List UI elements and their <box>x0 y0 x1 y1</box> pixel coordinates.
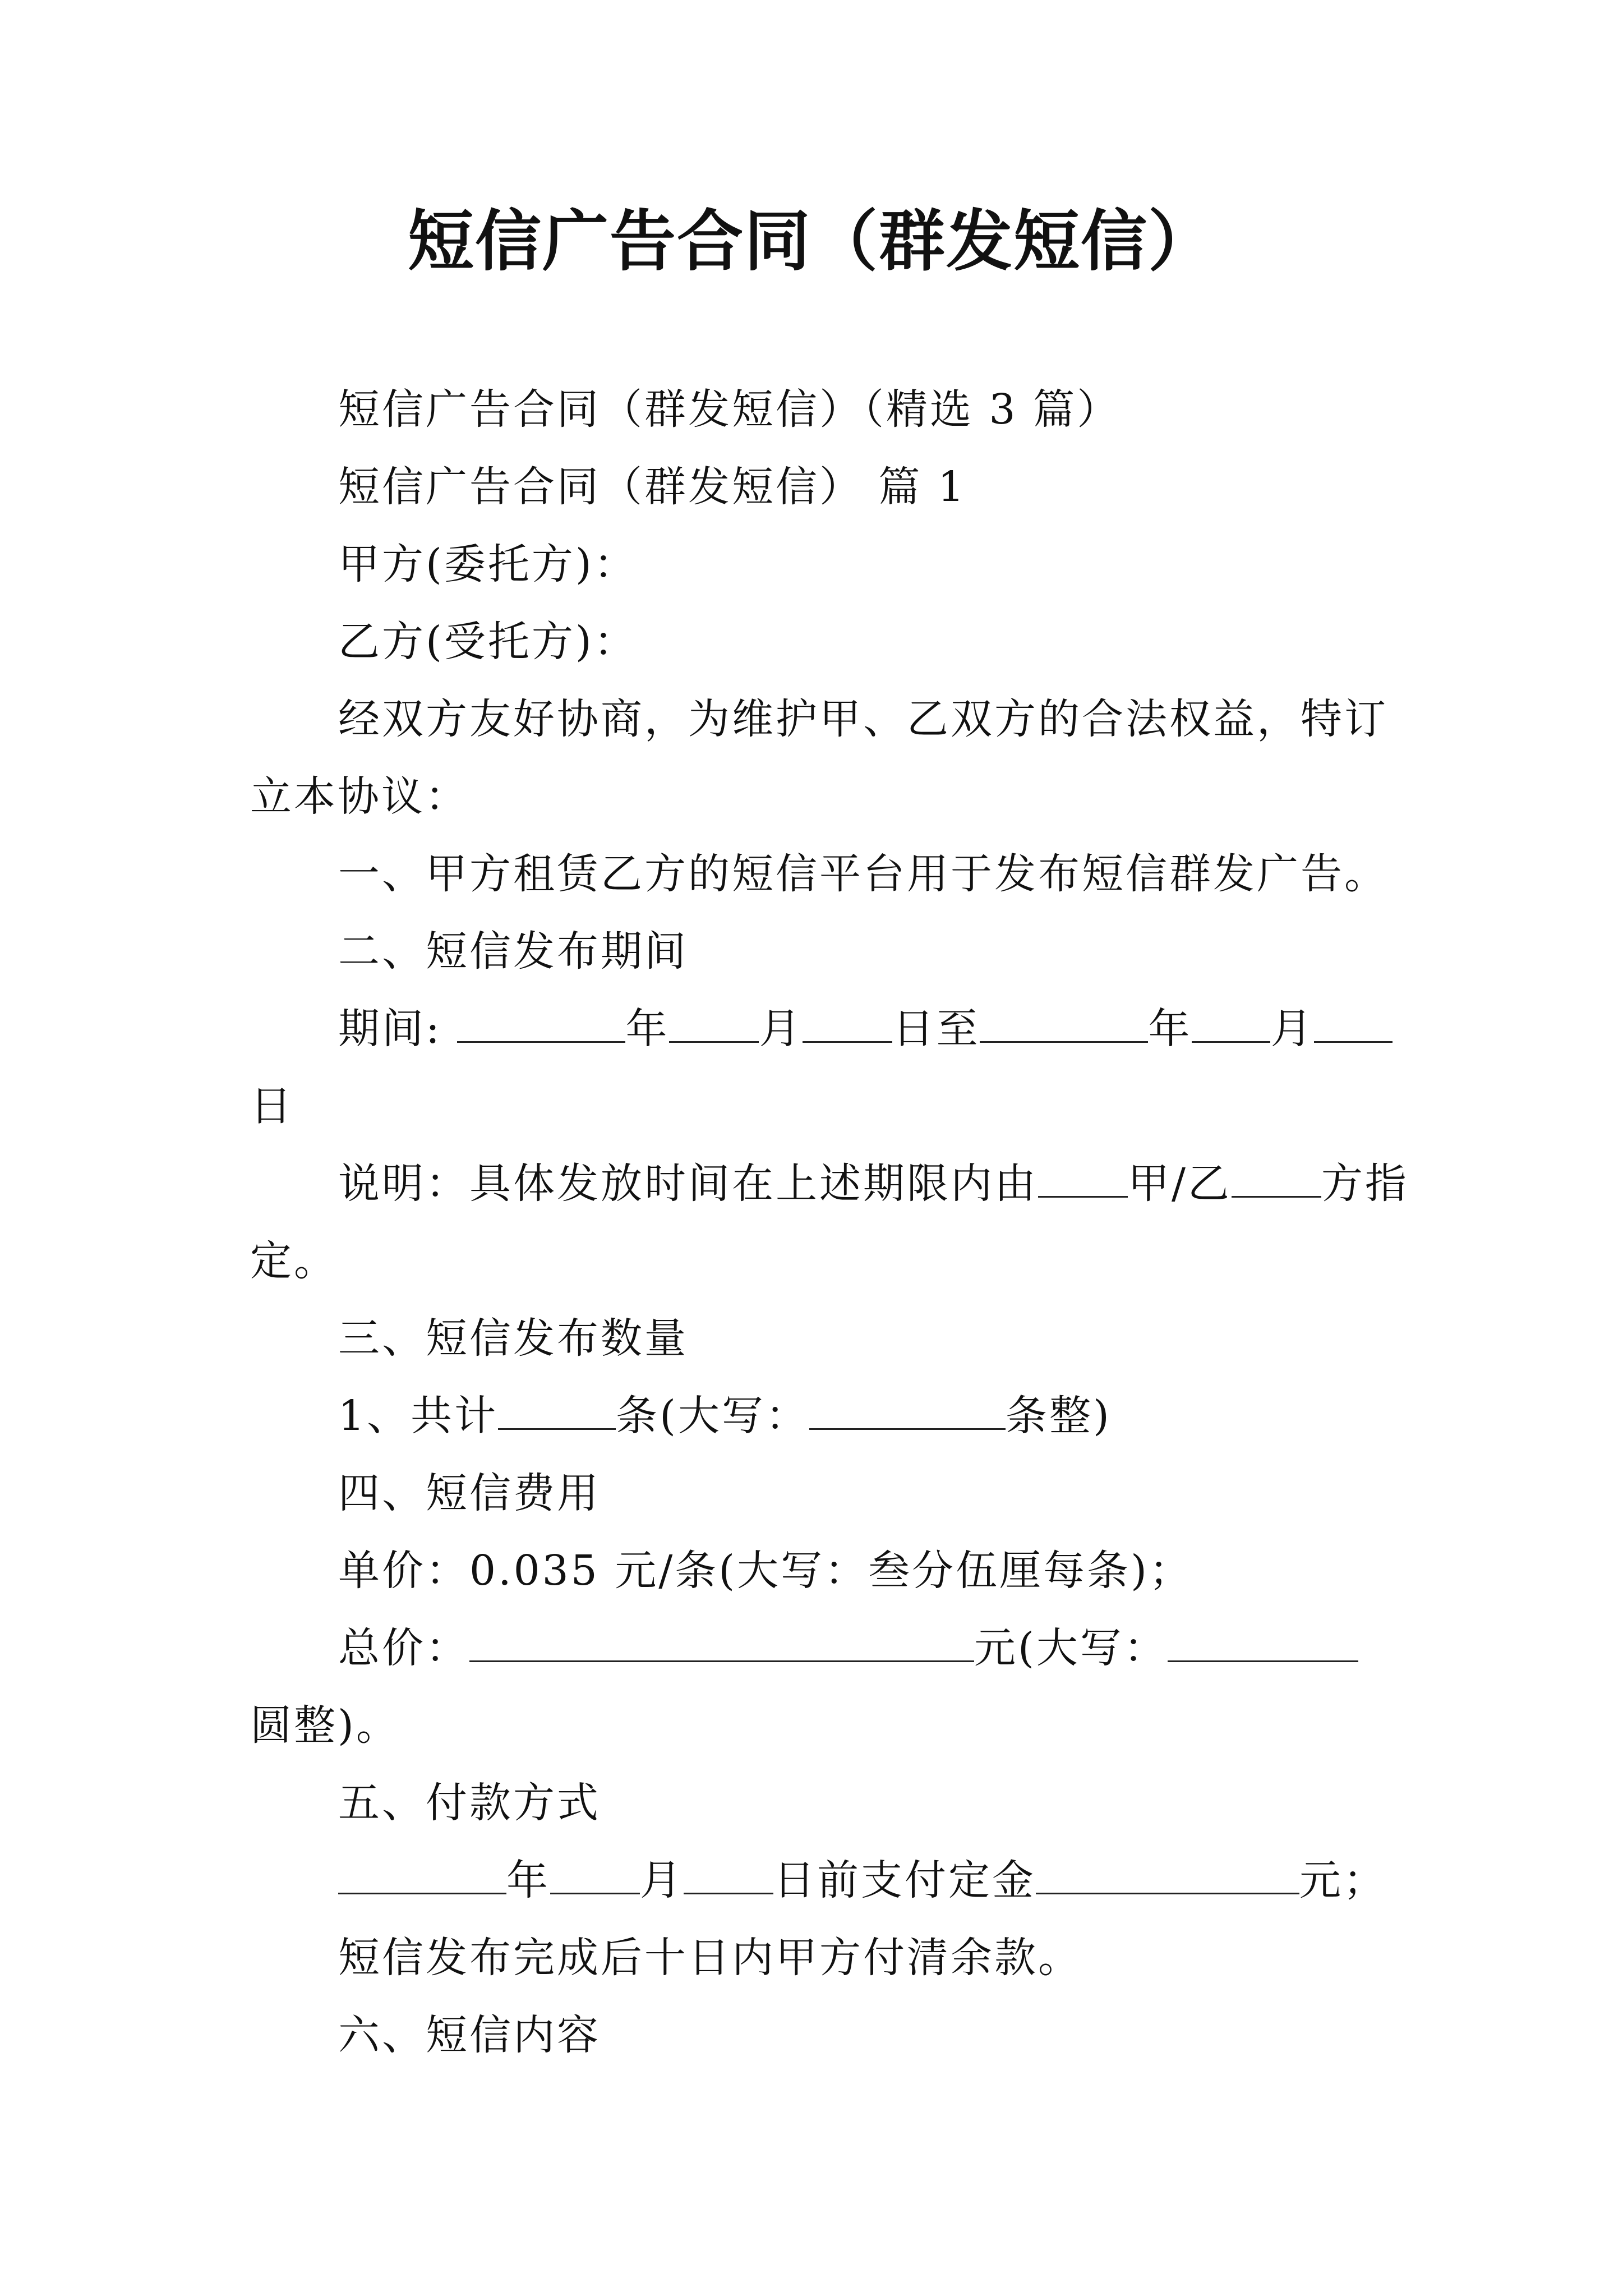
period-label: 期间: <box>338 1005 442 1053</box>
doc-subtitle: 短信广告合同（群发短信）（精选 3 篇） <box>338 385 1121 434</box>
deposit-text: 日前支付定金 <box>773 1856 1036 1904</box>
end-month-blank[interactable] <box>1192 1004 1270 1043</box>
note-line-2: 定。 <box>250 1237 338 1285</box>
month-unit-2: 月 <box>1270 1005 1315 1053</box>
clause-4-heading: 四、短信费用 <box>338 1469 601 1517</box>
month-unit: 月 <box>759 1005 803 1053</box>
quantity-line <box>338 1388 1112 1444</box>
clause-2-heading: 二、短信发布期间 <box>338 927 688 976</box>
total-price-label: 总价： <box>338 1624 469 1672</box>
note-text: 说明：具体发放时间在上述期限内由 <box>338 1159 1038 1208</box>
quantity-blank[interactable] <box>498 1391 616 1430</box>
deposit-month-blank[interactable] <box>550 1856 640 1894</box>
clause-5-heading: 五、付款方式 <box>338 1779 601 1827</box>
quantity-label: 1、共计 <box>338 1392 499 1440</box>
day-to-unit: 日至 <box>892 1005 980 1053</box>
period-line <box>338 1001 1393 1057</box>
end-day-blank[interactable] <box>1314 1004 1393 1043</box>
start-day-blank[interactable] <box>803 1004 892 1043</box>
section-heading-part1: 短信广告合同（群发短信） 篇 1 <box>338 463 967 511</box>
year-unit-2: 年 <box>1148 1005 1192 1053</box>
preamble-line-1: 经双方友好协商，为维护甲、乙双方的合法权益，特订 <box>338 695 1388 743</box>
total-upper-label: 元(大写： <box>974 1624 1168 1672</box>
quantity-upper-blank[interactable] <box>809 1391 1006 1430</box>
total-price-line <box>338 1620 1358 1676</box>
total-price-line-2: 圆整)。 <box>250 1701 400 1750</box>
unit-price-line: 单价：0.035 元/条(大写：叁分伍厘每条)； <box>338 1547 1193 1595</box>
deposit-amount-blank[interactable] <box>1036 1856 1299 1894</box>
party-a-line: 甲方(委托方)： <box>338 540 638 588</box>
clause-6-heading: 六、短信内容 <box>338 2011 601 2059</box>
note-blank-2[interactable] <box>1232 1159 1321 1198</box>
total-price-blank[interactable] <box>469 1623 974 1662</box>
note-line-1 <box>338 1156 1409 1212</box>
deposit-line <box>338 1852 1387 1908</box>
deposit-day-blank[interactable] <box>684 1856 773 1894</box>
note-text-end: 方指 <box>1321 1159 1409 1208</box>
note-blank-1[interactable] <box>1038 1159 1128 1198</box>
deposit-year-unit: 年 <box>506 1856 550 1904</box>
deposit-suffix: 元； <box>1299 1856 1387 1904</box>
total-upper-blank[interactable] <box>1168 1623 1358 1662</box>
deposit-year-blank[interactable] <box>338 1856 506 1894</box>
quantity-suffix: 条整) <box>1005 1392 1112 1440</box>
end-year-blank[interactable] <box>980 1004 1148 1043</box>
clause-3-heading: 三、短信发布数量 <box>338 1314 688 1363</box>
clause-1: 一、甲方租赁乙方的短信平台用于发布短信群发广告。 <box>338 850 1388 898</box>
preamble-line-2: 立本协议： <box>250 772 469 821</box>
deposit-month-unit: 月 <box>640 1856 684 1904</box>
start-year-blank[interactable] <box>457 1004 625 1043</box>
document-title: 短信广告合同（群发短信） <box>407 202 1215 280</box>
start-month-blank[interactable] <box>669 1004 759 1043</box>
party-b-line: 乙方(受托方)： <box>338 618 638 666</box>
year-unit: 年 <box>625 1005 670 1053</box>
balance-line: 短信发布完成后十日内甲方付清余款。 <box>338 1934 1082 1982</box>
period-line-2: 日 <box>250 1082 294 1130</box>
quantity-upper-label: 条(大写： <box>616 1392 809 1440</box>
note-party-text: 甲/乙 <box>1128 1159 1232 1208</box>
